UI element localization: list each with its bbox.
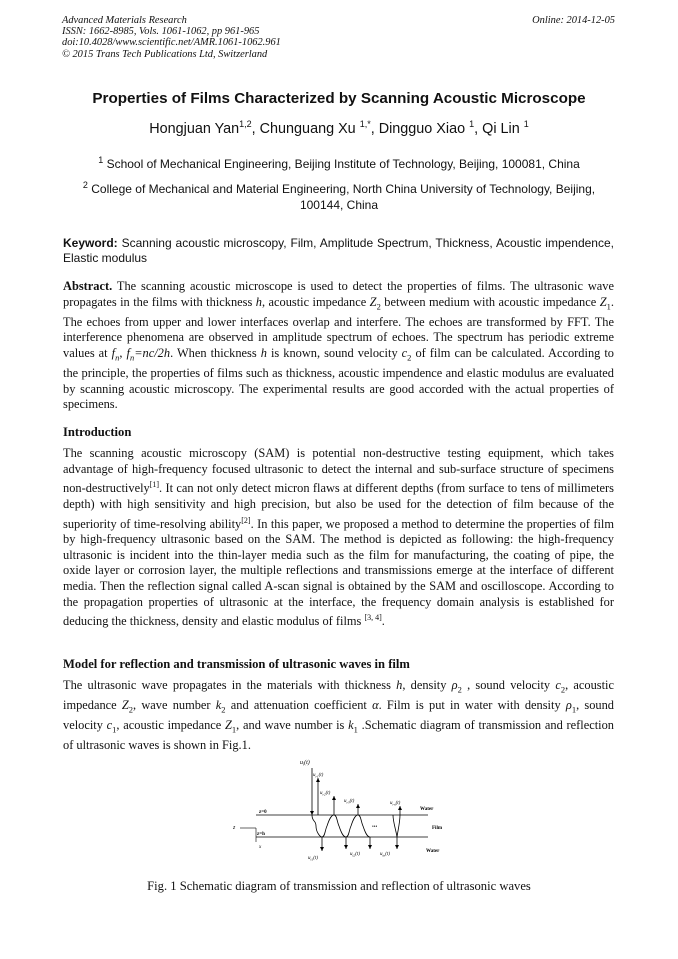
label-utn: $u_{tn}(t)$ [380,852,390,858]
author-affiliation-mark: 1,* [359,119,371,129]
label-film: Film [432,826,442,831]
author-affiliation-mark: 1 [523,119,529,129]
film-reflection-path-n [393,815,400,837]
journal-copyright: © 2015 Trans Tech Publications Ltd, Switzerland [62,48,268,60]
film-reflection-path [312,815,370,837]
label-ut1: $u_{t1}(t)$ [308,856,318,862]
citation: [1] [149,480,160,490]
label-urn: $u_{rn}(t)$ [390,801,401,807]
label-z-axis: z [233,825,236,831]
affiliation-2: $^2$ College of Mechanical and Material Engineering, North China University of Technology, Beijing, 100144, China [82,180,596,212]
label-ur1: $u_{r1}(t)$ [313,773,324,779]
journal-header [62,15,281,60]
paper-title: Properties of Films Characterized by Scanning Acoustic Microscope [92,90,586,107]
section-heading-model: Model for reflection and transmission of ultrasonic waves in film [63,657,410,671]
label-x-axis: x [259,845,262,850]
citation: [2] [241,515,251,525]
abstract-label: Abstract. [63,279,113,293]
label-ur3: $u_{r3}(t)$ [344,799,355,805]
label-dots: ••• [372,825,378,830]
figure-1-schematic [230,756,452,864]
figure-1-caption: Fig. 1 Schematic diagram of transmission and reflection of ultrasonic waves [147,879,531,893]
label-ur2: $u_{r2}(t)$ [320,791,331,797]
affiliation-1: $^1$ School of Mechanical Engineering, Beijing Institute of Technology, Beijing, 100081, China [98,155,580,171]
section-heading-introduction: Introduction [63,425,132,439]
author-name: Chunguang Xu [259,120,360,137]
author-name: Dingguo Xiao [378,120,470,137]
journal-doi: doi:10.4028/www.scientific.net/AMR.1061-1062.961 [62,37,281,49]
author-name: Hongjuan Yan [149,120,240,137]
label-z-eq-0: z=0 [259,810,267,815]
author-name: Qi Lin [482,120,524,137]
author-list: Hongjuan Yan$^{1,2}$, Chunguang Xu $^{1,*}$, Dingguo Xiao $^1$, Qi Lin $^1$ [149,119,529,137]
online-date: Online: 2014-12-05 [532,15,615,26]
keywords [63,236,614,265]
journal-issn: ISSN: 1662-8985, Vols. 1061-1062, pp 961-965 [62,26,260,38]
label-z-eq-h: z=h [257,832,265,837]
keywords-label: Keyword: [63,236,118,250]
label-ui: $u_i(t)$ [300,760,310,767]
author-affiliation-mark: 1 [469,119,475,129]
keywords-text: Scanning acoustic microscopy, Film, Amplitude Spectrum, Thickness, Acoustic impendence, Elastic modulus [63,236,614,265]
journal-name: Advanced Materials Research [62,15,187,26]
author-affiliation-mark: 1,2 [239,119,252,129]
introduction-paragraph: The scanning acoustic microscopy (SAM) is potential non-destructive testing equipment, which takes advantage of high-frequency focused ultrasonic to detect the internal and sub-surface structure of specimens non-destructively[1]. It can not only detect micron flaws at different depths (from surface to tens of millimeters depth) with high sensitivity and high precision, but also be used for the detection of film because of the superiority of time-resolving ability[2]. In this paper, we proposed a method to determine the properties of film by high-frequency ultrasonic based on the SAM. The method is depicted as following: the high-frequency ultrasonic is incident into the thin-layer media such as the film for manufacturing, the coating of pipe, the oxide layer or corrosion layer, the multiple reflections and transmissions emerge at the interface of different media. Then the reflection signal called A-scan signal is obtained by the SAM and oscilloscope. According to the propagation properties of ultrasonic at the interface, the frequency domain analysis is established for deducing the thickness, density and elastic modulus of films [3, 4]. [63,446,614,629]
model-paragraph: The ultrasonic wave propagates in the materials with thickness h, density $\rho_2$ , sound velocity $c_2$, acoustic impedance $Z_2$, wave number $k_2$ and attenuation coefficient α. Film is put in water with density $\rho_1$, sound velocity $c_1$, acoustic impedance $Z_1$, and wave number is $k_1$ .Schematic diagram of transmission and reflection of ultrasonic waves is shown in Fig.1. [63,678,614,753]
label-water-top: Water [420,807,434,812]
abstract: Abstract. The scanning acoustic microscope is used to detect the properties of films. The ultrasonic wave propagates in the films with thickness h, acoustic impedance $Z_2$ between medium with acoustic impedance $Z_1$. The echoes from upper and lower interfaces overlap and interfere. The echoes are transformed by FFT. The interference phenomena are observed in amplitude spectrum of echoes. The spectrum has periodic extreme values at $f_n$, $f_n=nc/2h$. When thickness h is known, sound velocity $c_2$ of film can be calculated. According to the principle, the properties of films such as thickness, acoustic impendence and elastic modulus are evaluated by scanning acoustic microscopy. The experimental results are good accorded with the actual properties of specimens. [63,279,614,412]
label-ut2: $u_{t2}(t)$ [350,852,360,858]
citation: [3, 4] [364,613,382,623]
label-water-bottom: Water [426,849,440,854]
